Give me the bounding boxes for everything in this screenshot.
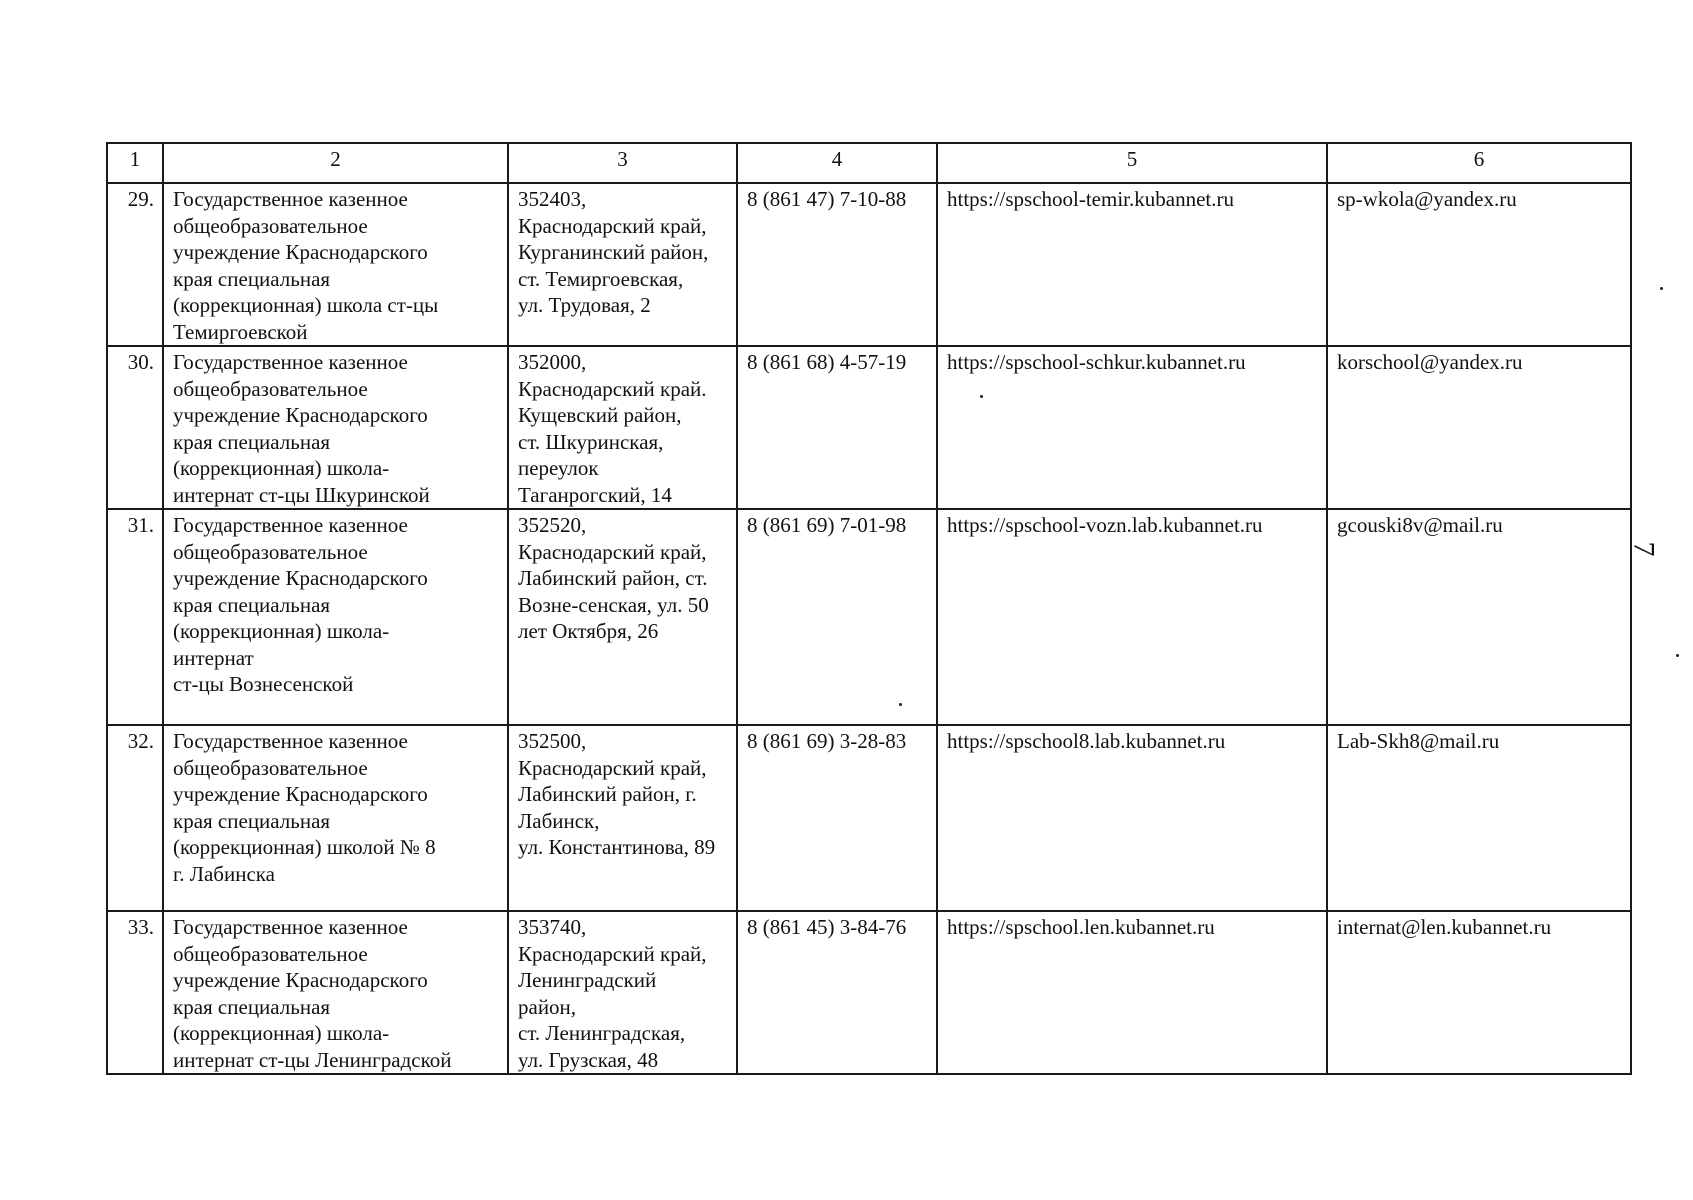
page-number: 7 [1627,541,1661,557]
school-name: Государственное казенное общеобразовательное учреждение Краснодарского края специальная (коррекционная) школа- интернат ст-цы Шкуринской [163,346,508,509]
school-website: https://spschool-temir.kubannet.ru [937,183,1327,346]
school-address: 352403, Краснодарский край, Курганинский район, ст. Темиргоевская, ул. Трудовая, 2 [508,183,737,346]
row-number: 31. [107,509,163,725]
row-number: 30. [107,346,163,509]
school-name: Государственное казенное общеобразовательное учреждение Краснодарского края специальная (коррекционная) школа- интернат ст-цы Вознесенской [163,509,508,725]
school-address: 353740, Краснодарский край, Ленинградский район, ст. Ленинградская, ул. Грузская, 48 [508,911,737,1074]
school-phone: 8 (861 47) 7-10-88 [737,183,937,346]
school-website: https://spschool-schkur.kubannet.ru [937,346,1327,509]
column-header: 5 [937,143,1327,183]
school-address: 352500, Краснодарский край, Лабинский район, г. Лабинск, ул. Константинова, 89 [508,725,737,911]
school-address: 352520, Краснодарский край, Лабинский район, ст. Возне-сенская, ул. 50 лет Октября, 26 [508,509,737,725]
row-number: 32. [107,725,163,911]
school-website: https://spschool8.lab.kubannet.ru [937,725,1327,911]
column-header: 2 [163,143,508,183]
table-row [107,346,1631,509]
column-header: 1 [107,143,163,183]
school-email: sp-wkola@yandex.ru [1327,183,1631,346]
column-header: 3 [508,143,737,183]
scan-speck [1660,287,1663,290]
school-name: Государственное казенное общеобразовательное учреждение Краснодарского края специальная (коррекционная) школой № 8 г. Лабинска [163,725,508,911]
school-address: 352000, Краснодарский край. Кущевский район, ст. Шкуринская, переулок Таганрогский, 14 [508,346,737,509]
row-number: 29. [107,183,163,346]
school-phone: 8 (861 68) 4-57-19 [737,346,937,509]
school-email: Lab-Skh8@mail.ru [1327,725,1631,911]
school-website: https://spschool.len.kubannet.ru [937,911,1327,1074]
school-name: Государственное казенное общеобразовательное учреждение Краснодарского края специальная (коррекционная) школа- интернат ст-цы Ленинградской [163,911,508,1074]
scan-speck [980,395,983,398]
table-row [107,509,1631,725]
schools-table [106,142,1632,1075]
scan-speck [1676,654,1679,657]
school-phone: 8 (861 69) 7-01-98 [737,509,937,725]
table-row [107,725,1631,911]
school-email: korschool@yandex.ru [1327,346,1631,509]
column-header: 6 [1327,143,1631,183]
row-number: 33. [107,911,163,1074]
school-email: internat@len.kubannet.ru [1327,911,1631,1074]
table-row [107,183,1631,346]
table-row [107,911,1631,1074]
school-phone: 8 (861 69) 3-28-83 [737,725,937,911]
column-header: 4 [737,143,937,183]
school-phone: 8 (861 45) 3-84-76 [737,911,937,1074]
school-email: gcouski8v@mail.ru [1327,509,1631,725]
school-website: https://spschool-vozn.lab.kubannet.ru [937,509,1327,725]
scan-speck [899,703,902,706]
school-name: Государственное казенное общеобразовательное учреждение Краснодарского края специальная (коррекционная) школа ст-цы Темиргоевской [163,183,508,346]
table-header-row [107,143,1631,183]
